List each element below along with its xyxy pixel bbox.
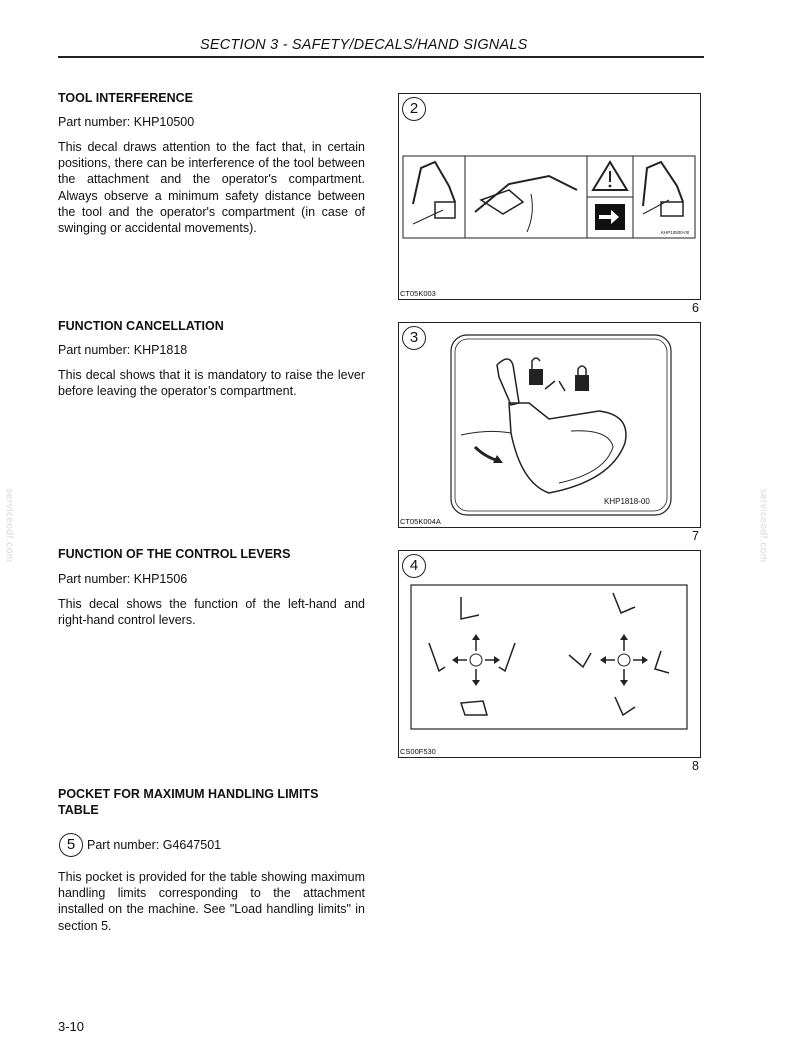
callout-badge: 5 bbox=[59, 833, 83, 857]
figure-badge: 2 bbox=[402, 97, 426, 121]
figure-code: CT05K003 bbox=[400, 289, 436, 298]
figure-number: 6 bbox=[692, 301, 699, 315]
heading-pocket-max-handling: POCKET FOR MAXIMUM HANDLING LIMITS TABLE bbox=[58, 787, 319, 817]
figure-tool-interference bbox=[398, 93, 701, 300]
watermark-left: serviceodf.com bbox=[3, 488, 15, 563]
figure-badge: 4 bbox=[402, 554, 426, 578]
decal-tool-interference-illustration bbox=[399, 94, 700, 299]
heading-tool-interference: TOOL INTERFERENCE bbox=[58, 91, 193, 105]
part-number-g4647501: Part number: G4647501 bbox=[87, 838, 222, 852]
body-function-of-control-levers: This decal shows the function of the left-hand and right-hand control levers. bbox=[58, 597, 365, 628]
decal-code: KHP1818-00 bbox=[604, 497, 650, 506]
figure-code: CT05K004A bbox=[400, 517, 441, 526]
part-number-khp1818: Part number: KHP1818 bbox=[58, 343, 188, 357]
decal-control-levers-illustration bbox=[399, 551, 700, 757]
decal-function-cancellation-illustration bbox=[399, 323, 700, 527]
heading-function-of-control-levers: FUNCTION OF THE CONTROL LEVERS bbox=[58, 547, 291, 561]
figure-code: CS00F530 bbox=[400, 747, 436, 756]
page-header: SECTION 3 - SAFETY/DECALS/HAND SIGNALS bbox=[200, 37, 528, 53]
body-tool-interference: This decal draws attention to the fact that, in certain positions, there can be interference of the tool between the attachment and the operator's compartment. Always observe a minimum safety distance between the tool and the operator's compartment (in case of swinging or accidental movements). bbox=[58, 140, 365, 236]
heading-function-cancellation: FUNCTION CANCELLATION bbox=[58, 319, 224, 333]
figure-function-cancellation bbox=[398, 322, 701, 528]
figure-control-levers bbox=[398, 550, 701, 758]
figure-number: 8 bbox=[692, 759, 699, 773]
figure-number: 7 bbox=[692, 529, 699, 543]
body-function-cancellation: This decal shows that it is mandatory to raise the lever before leaving the operator’s compartment. bbox=[58, 368, 365, 399]
part-number-khp1506: Part number: KHP1506 bbox=[58, 572, 188, 586]
figure-badge: 3 bbox=[402, 326, 426, 350]
body-pocket-max-handling: This pocket is provided for the table showing maximum handling limits corresponding to the attachment installed on the machine. See "Load handling limits" in section 5. bbox=[58, 870, 365, 933]
page-number: 3-10 bbox=[58, 1019, 85, 1034]
header-rule bbox=[58, 56, 704, 58]
watermark-right: serviceodf.com bbox=[757, 488, 769, 563]
decal-code: KHP10500-00 bbox=[661, 230, 690, 235]
part-number-khp10500: Part number: KHP10500 bbox=[58, 115, 195, 129]
